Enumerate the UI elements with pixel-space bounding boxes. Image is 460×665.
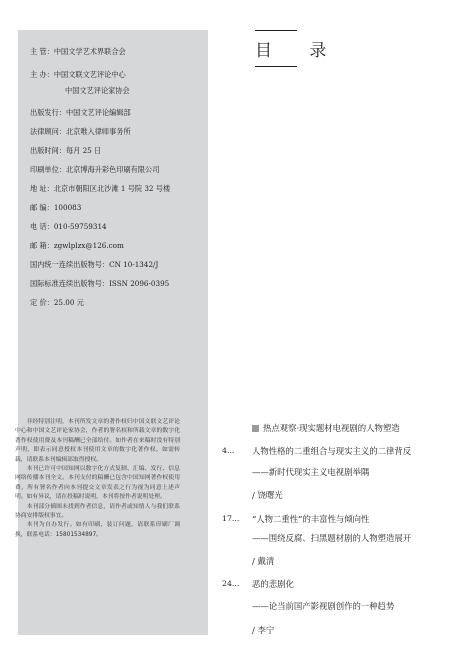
info-row-legal: 法律顾问：北京唯入律师事务所: [30, 127, 131, 136]
info-row-postcode: 邮 编：100083: [30, 203, 82, 212]
info-row-price: 定 价：25.00 元: [30, 298, 84, 307]
toc-entry-author: / 李宁: [252, 625, 275, 635]
info-row-address: 地 址：北京市朝阳区北沙滩 1 号院 32 号楼: [30, 184, 171, 193]
notice-paragraph: 本刊已许可中国知网以数字化方式复制、汇编、发行、信息网络传播本刊全文。本刊支付的稿酬已包含中国知网著作权使用费，所有署名作者向本刊提交文章发表之行为视为同意上述声明。如有异议，请在投稿时说明，本刊将按作者说明处理。: [15, 466, 180, 501]
square-bullet-icon: [252, 425, 259, 432]
info-row-supervisor: 主 管：中国文学艺术界联合会: [30, 47, 126, 56]
notice-paragraph: 非经特别注明，本刊所发文章的著作权归中国文联文艺评论中心和中国文艺评论家协会，作者的署名权和所载文章的数字化著作权使用费及本刊稿酬已全部给付。如作者在来稿时没有特别声明，即表示同意授权本刊使用文章的数字化著作权。如需转载，请联系本刊编辑部取得授权。: [15, 419, 180, 463]
toc-page-number[interactable]: 4...: [222, 446, 235, 455]
info-row-phone: 电 话：010-59759314: [30, 222, 107, 231]
masthead-panel: [18, 30, 208, 635]
toc-title: 目 录: [255, 41, 343, 61]
toc-entry-title[interactable]: “人物二重性”的丰富性与倾向性: [252, 514, 370, 524]
toc-entry-subtitle[interactable]: ——新时代现实主义电视剧举隅: [252, 467, 370, 477]
info-row-issn: 国际标准连续出版物号：ISSN 2096-0395: [30, 279, 170, 288]
info-row-sponsor: 主 办：中国文联文艺评论中心: [30, 70, 126, 79]
info-row-printer: 印刷单位：北京博海升彩色印刷有限公司: [30, 165, 160, 174]
toc-entry-subtitle[interactable]: ——论当前国产影视剧创作的一种趋势: [252, 601, 395, 611]
toc-entry-subtitle[interactable]: ——围绕反腐、扫黑题材剧的人物塑造展开: [252, 533, 412, 543]
toc-entry-title[interactable]: 恶的悲剧化: [252, 579, 294, 589]
toc-entry-author: / 戴清: [252, 556, 275, 566]
notice-paragraph: 本刊部分插图未找到作者信息，请作者或知情人与我们联系协商安排版权事宜。: [15, 503, 180, 520]
toc-top-rule: [255, 30, 297, 31]
info-row-cn: 国内统一连续出版物号：CN 10-1342/J: [30, 260, 159, 269]
info-row-publisher: 出版发行：中国文艺评论编辑部: [30, 108, 131, 117]
toc-section-heading: 热点观察·现实题材电视剧的人物塑造: [252, 422, 400, 434]
info-row-sponsor-2: 中国文艺评论家协会: [65, 86, 130, 95]
info-row-email: 邮 箱：zgwlplzx@126.com: [30, 241, 124, 250]
copyright-notice: [15, 418, 180, 540]
toc-page-number[interactable]: 17...: [222, 514, 240, 523]
toc-entry-title[interactable]: 人物性格的二重组合与现实主义的二律背反: [252, 446, 412, 456]
toc-page-number[interactable]: 24...: [222, 579, 240, 588]
toc-bottom-rule: [255, 66, 297, 67]
toc-entry-author: / 饶曙光: [252, 490, 283, 500]
notice-paragraph: 本刊为自办发行。如有印刷、装订问题，请联系印刷厂调换，联系电话：15801534897。: [15, 522, 180, 538]
info-row-pubdate: 出版时间：每月 25 日: [30, 146, 102, 155]
